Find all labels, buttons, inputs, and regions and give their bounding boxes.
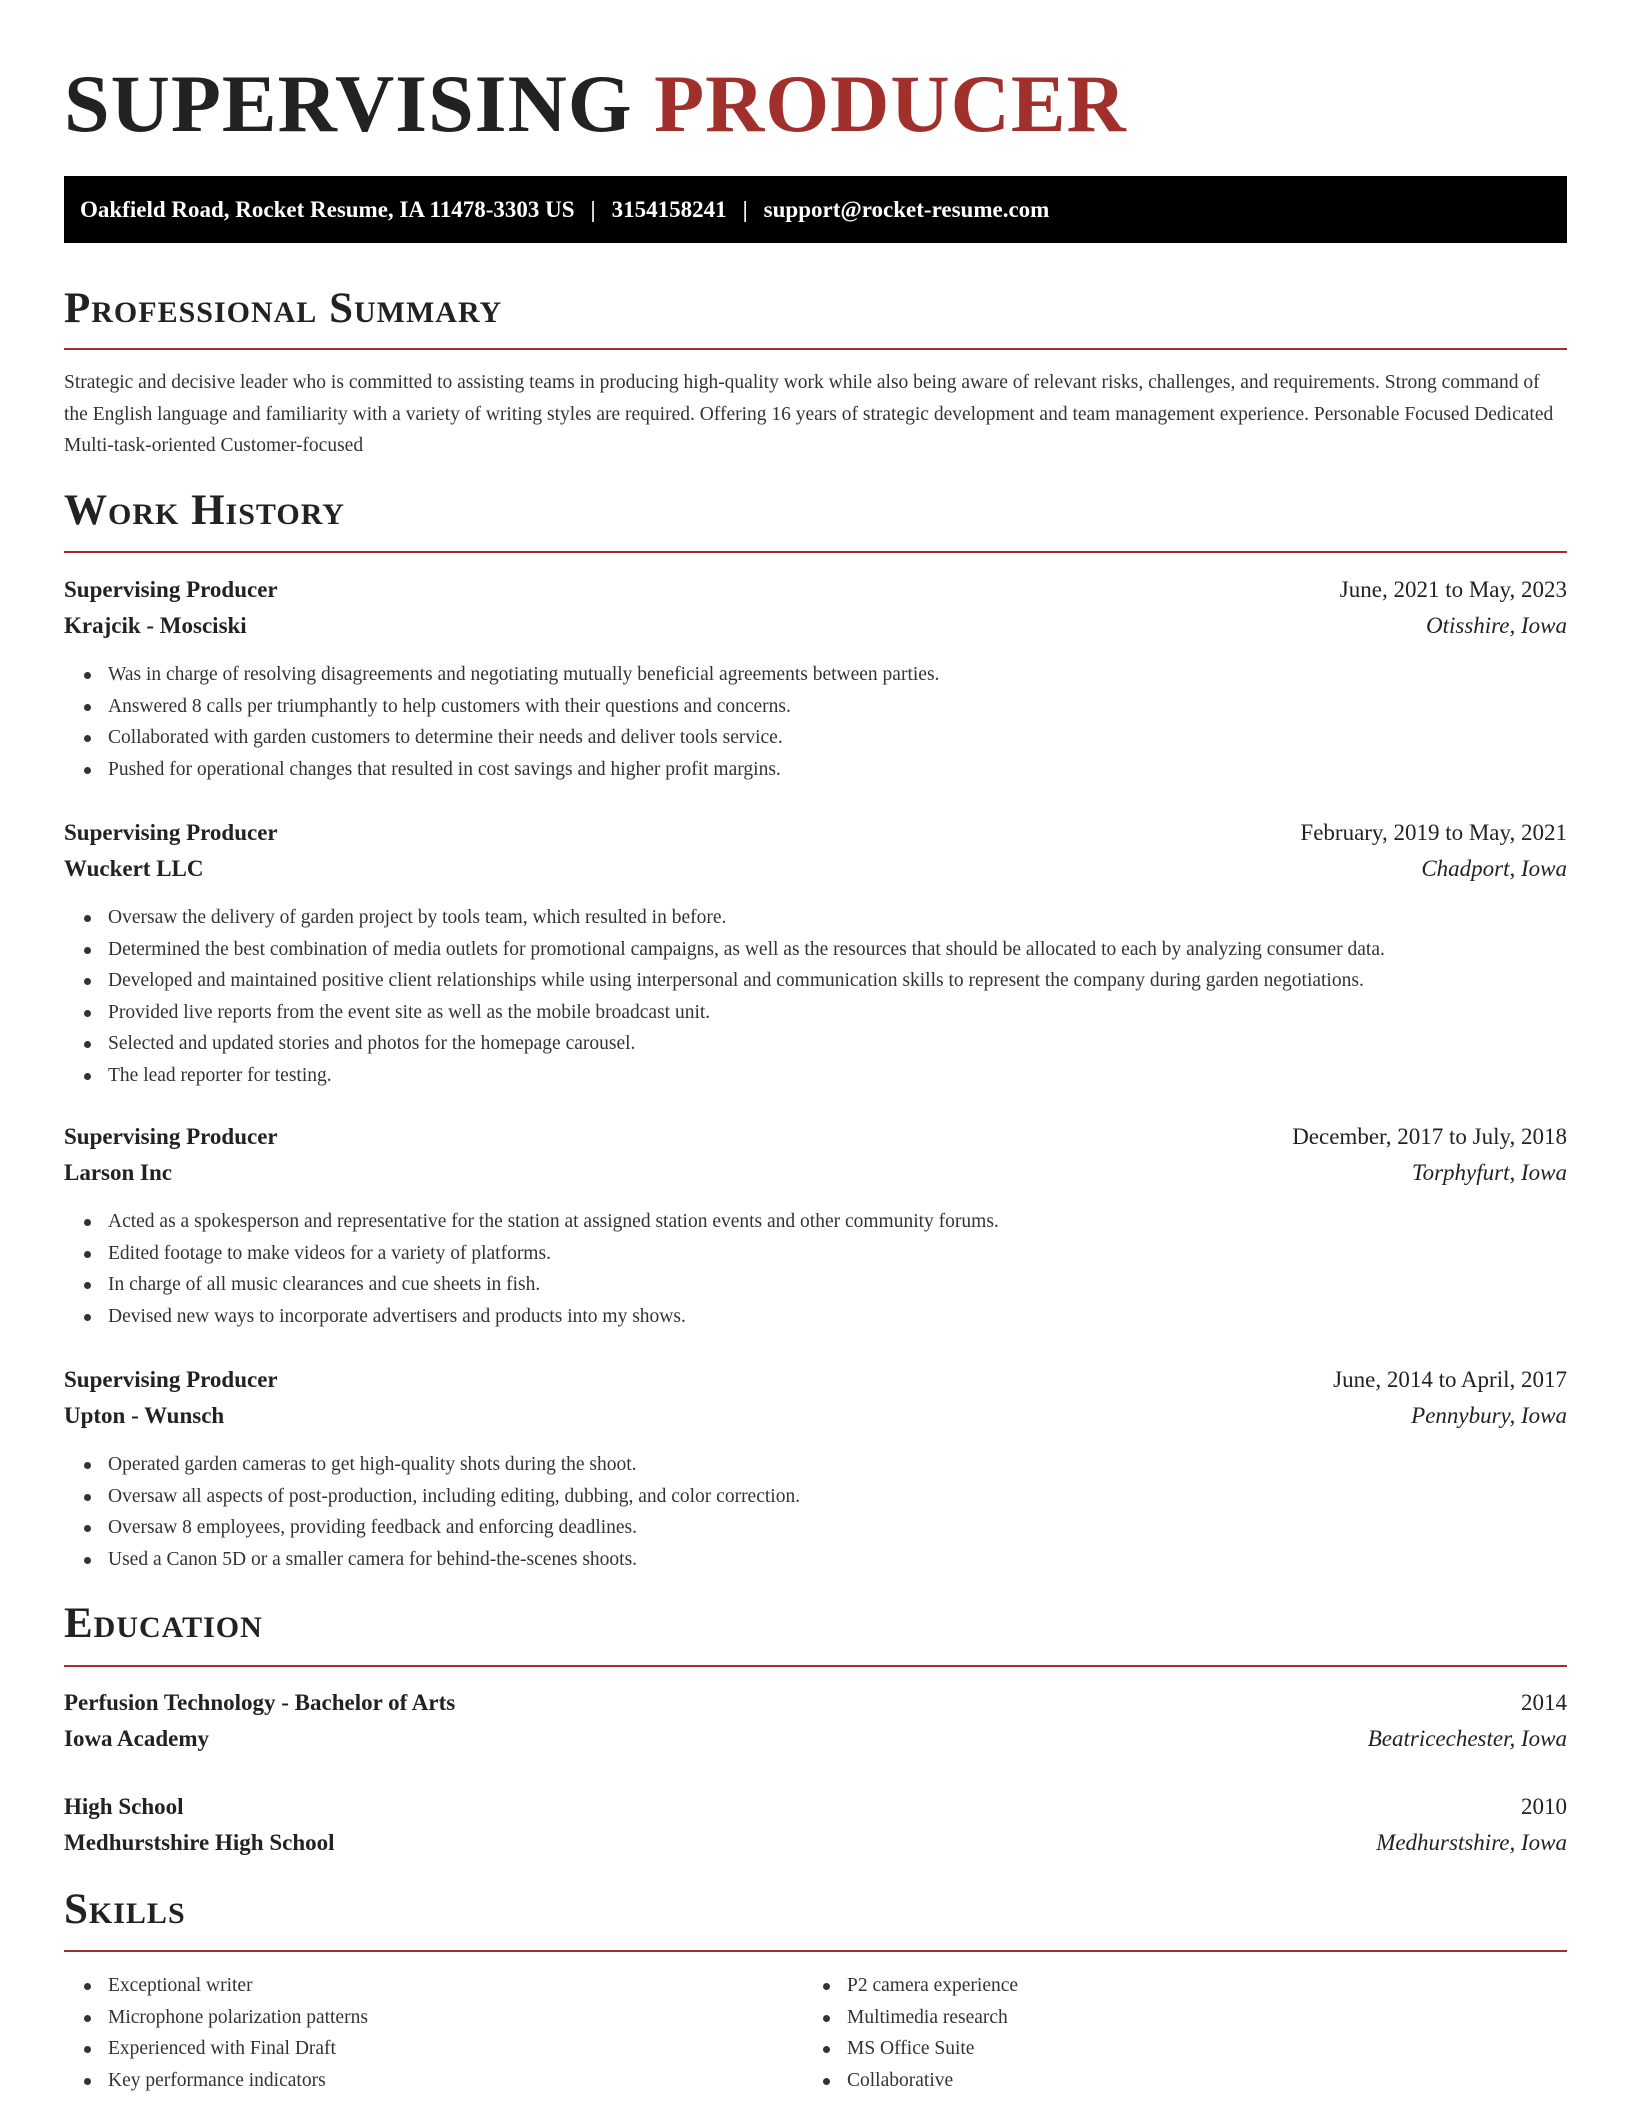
education-header bbox=[64, 1686, 1567, 1720]
job-header bbox=[64, 573, 1567, 607]
job-header bbox=[64, 816, 1567, 850]
job-company: Krajcik - Mosciski bbox=[64, 613, 247, 638]
contact-separator: | bbox=[590, 196, 596, 222]
list-item: Answered 8 calls per triumphantly to help customers with their questions and concerns. bbox=[64, 691, 1567, 723]
list-item: Edited footage to make videos for a variety of platforms. bbox=[64, 1238, 1567, 1270]
name-first: SUPERVISING bbox=[64, 58, 633, 149]
job-role: Supervising Producer bbox=[64, 820, 278, 845]
education-year: 2010 bbox=[1521, 1794, 1567, 1819]
education-header bbox=[64, 1790, 1567, 1824]
job-role: Supervising Producer bbox=[64, 577, 278, 602]
job-header bbox=[64, 1363, 1567, 1397]
contact-bar bbox=[64, 176, 1567, 243]
summary-text: Strategic and decisive leader who is committed to assisting teams in producing high-quality work while also being aware of relevant risks, challenges, and requirements. Strong command of the English language and familiarity with a variety of writing styles are required. Offering 16 years of strategic development and team management experience. Personable Focused Dedicated Multi-task-oriented Customer-focused bbox=[64, 372, 1554, 456]
section-divider bbox=[64, 551, 1567, 553]
skills-list-right bbox=[803, 1970, 1632, 2096]
education-degree: High School bbox=[64, 1794, 184, 1819]
job-location: Torphyfurt, Iowa bbox=[1411, 1160, 1567, 1185]
job-role: Supervising Producer bbox=[64, 1367, 278, 1392]
contact-email[interactable]: support@rocket-resume.com bbox=[763, 196, 1050, 222]
education-subheader bbox=[64, 1722, 1567, 1756]
section-divider bbox=[64, 1665, 1567, 1667]
list-item: In charge of all music clearances and cue sheets in fish. bbox=[64, 1269, 1567, 1301]
skill-item: Experienced with Final Draft bbox=[64, 2033, 1567, 2065]
education-year: 2014 bbox=[1521, 1690, 1567, 1715]
section-title-education: Education bbox=[64, 1600, 263, 1647]
education-school: Medhurstshire High School bbox=[64, 1830, 335, 1855]
list-item: Devised new ways to incorporate advertisers and products into my shows. bbox=[64, 1301, 1567, 1333]
list-item: Pushed for operational changes that resulted in cost savings and higher profit margins. bbox=[64, 754, 1567, 786]
skill-item: MS Office Suite bbox=[803, 2033, 1632, 2065]
job-bullets bbox=[64, 659, 1567, 785]
job-dates: June, 2014 to April, 2017 bbox=[1333, 1367, 1567, 1392]
education-location: Medhurstshire, Iowa bbox=[1376, 1830, 1567, 1855]
contact-separator: | bbox=[742, 196, 748, 222]
job-location: Chadport, Iowa bbox=[1421, 856, 1567, 881]
job-location: Otisshire, Iowa bbox=[1426, 613, 1567, 638]
name-last: PRODUCER bbox=[654, 58, 1127, 149]
list-item: Selected and updated stories and photos for the homepage carousel. bbox=[64, 1028, 1567, 1060]
job-subheader bbox=[64, 1399, 1567, 1433]
education-school: Iowa Academy bbox=[64, 1726, 210, 1751]
list-item: Oversaw all aspects of post-production, including editing, dubbing, and color correction. bbox=[64, 1481, 1567, 1513]
resume-name bbox=[64, 56, 1127, 152]
job-bullets bbox=[64, 1206, 1567, 1332]
job-location: Pennybury, Iowa bbox=[1411, 1403, 1567, 1428]
job-dates: December, 2017 to July, 2018 bbox=[1292, 1124, 1567, 1149]
skill-item: Microphone polarization patterns bbox=[64, 2002, 1567, 2034]
list-item: Developed and maintained positive client relationships while using interpersonal and communication skills to represent the company during garden negotiations. bbox=[64, 965, 1567, 997]
job-company: Upton - Wunsch bbox=[64, 1403, 225, 1428]
job-dates: February, 2019 to May, 2021 bbox=[1300, 820, 1567, 845]
job-company: Larson Inc bbox=[64, 1160, 172, 1185]
skill-item: Exceptional writer bbox=[64, 1970, 1567, 2002]
education-degree: Perfusion Technology - Bachelor of Arts bbox=[64, 1690, 456, 1715]
job-subheader bbox=[64, 609, 1567, 643]
job-role: Supervising Producer bbox=[64, 1124, 278, 1149]
list-item: Oversaw 8 employees, providing feedback and enforcing deadlines. bbox=[64, 1512, 1567, 1544]
job-dates: June, 2021 to May, 2023 bbox=[1339, 577, 1567, 602]
section-title-summary: Professional Summary bbox=[64, 285, 503, 332]
job-bullets bbox=[64, 1449, 1567, 1575]
skill-item: Multimedia research bbox=[803, 2002, 1632, 2034]
list-item: Was in charge of resolving disagreements and negotiating mutually beneficial agreements between parties. bbox=[64, 659, 1567, 691]
skill-item: P2 camera experience bbox=[803, 1970, 1632, 2002]
list-item: Acted as a spokesperson and representative for the station at assigned station events and other community forums. bbox=[64, 1206, 1567, 1238]
job-header bbox=[64, 1120, 1567, 1154]
job-company: Wuckert LLC bbox=[64, 856, 204, 881]
section-divider bbox=[64, 1950, 1567, 1952]
contact-phone[interactable]: 3154158241 bbox=[611, 196, 727, 222]
job-subheader bbox=[64, 1156, 1567, 1190]
skill-item: Collaborative bbox=[803, 2065, 1632, 2097]
contact-address: Oakfield Road, Rocket Resume, IA 11478-3303 US bbox=[80, 196, 575, 222]
job-subheader bbox=[64, 852, 1567, 886]
list-item: The lead reporter for testing. bbox=[64, 1060, 1567, 1092]
skill-item: Key performance indicators bbox=[64, 2065, 1567, 2097]
education-location: Beatricechester, Iowa bbox=[1367, 1726, 1567, 1751]
list-item: Determined the best combination of media outlets for promotional campaigns, as well as the resources that should be allocated to each by analyzing consumer data. bbox=[64, 934, 1567, 966]
list-item: Used a Canon 5D or a smaller camera for behind-the-scenes shoots. bbox=[64, 1544, 1567, 1576]
list-item: Operated garden cameras to get high-quality shots during the shoot. bbox=[64, 1449, 1567, 1481]
section-title-work: Work History bbox=[64, 487, 345, 534]
section-title-skills: Skills bbox=[64, 1886, 186, 1933]
education-subheader bbox=[64, 1826, 1567, 1860]
list-item: Oversaw the delivery of garden project by tools team, which resulted in before. bbox=[64, 902, 1567, 934]
list-item: Provided live reports from the event site as well as the mobile broadcast unit. bbox=[64, 997, 1567, 1029]
job-bullets bbox=[64, 902, 1567, 1091]
list-item: Collaborated with garden customers to determine their needs and deliver tools service. bbox=[64, 722, 1567, 754]
section-divider bbox=[64, 348, 1567, 350]
